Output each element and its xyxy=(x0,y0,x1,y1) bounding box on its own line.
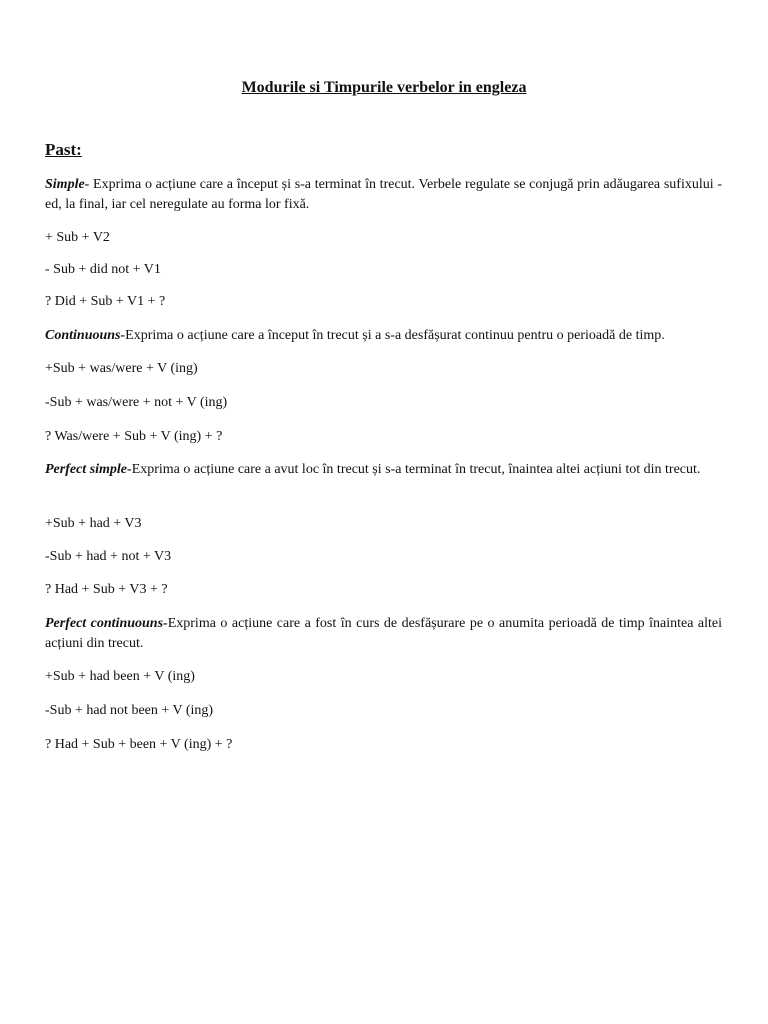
tense-description-text: Exprima o acțiune care a avut loc în trecut și s-a terminat în trecut, înaintea altei acțiuni tot din trecut. xyxy=(131,462,701,477)
formula-negative: -Sub + was/were + not + V (ing) xyxy=(45,395,228,410)
tense-description-continuous xyxy=(45,326,722,346)
tense-description-text: Exprima o acțiune care a început în trecut și a s-a desfășurat continuu pentru o perioadă de timp. xyxy=(125,328,665,343)
tense-term: Simple- xyxy=(45,177,90,192)
tense-description-perfect-simple xyxy=(45,460,722,480)
tense-description-text: Exprima o acțiune care a început și s-a terminat în trecut. Verbele regulate se conjugă prin adăugarea sufixului -ed, la final, iar cel neregulate au forma lor fixă. xyxy=(45,177,722,212)
formula-interrogative: ? Had + Sub + V3 + ? xyxy=(45,582,168,597)
formula-affirmative: +Sub + was/were + V (ing) xyxy=(45,361,198,376)
formula-affirmative: +Sub + had been + V (ing) xyxy=(45,669,195,684)
formula-interrogative: ? Had + Sub + been + V (ing) + ? xyxy=(45,737,233,752)
formula-interrogative: ? Was/were + Sub + V (ing) + ? xyxy=(45,429,223,444)
tense-term: Perfect continuouns- xyxy=(45,616,168,631)
formula-affirmative: +Sub + had + V3 xyxy=(45,516,142,531)
formula-negative: -Sub + had + not + V3 xyxy=(45,549,172,564)
section-heading-past: Past: xyxy=(45,140,82,159)
tense-term: Continuouns- xyxy=(45,328,126,343)
tense-term: Perfect simple- xyxy=(45,462,132,477)
tense-description-perfect-continuous xyxy=(45,614,722,654)
document-title: Modurile si Timpurile verbelor in engleza xyxy=(241,79,527,96)
tense-description-text: Exprima o acțiune care a fost în curs de desfășurare pe o anumita perioadă de timp înaintea altei acțiuni din trecut. xyxy=(45,616,722,651)
formula-negative: -Sub + had not been + V (ing) xyxy=(45,703,214,718)
formula-interrogative: ? Did + Sub + V1 + ? xyxy=(45,294,166,309)
tense-description-simple xyxy=(45,175,722,215)
formula-affirmative: + Sub + V2 xyxy=(45,230,110,245)
formula-negative: - Sub + did not + V1 xyxy=(45,262,161,277)
